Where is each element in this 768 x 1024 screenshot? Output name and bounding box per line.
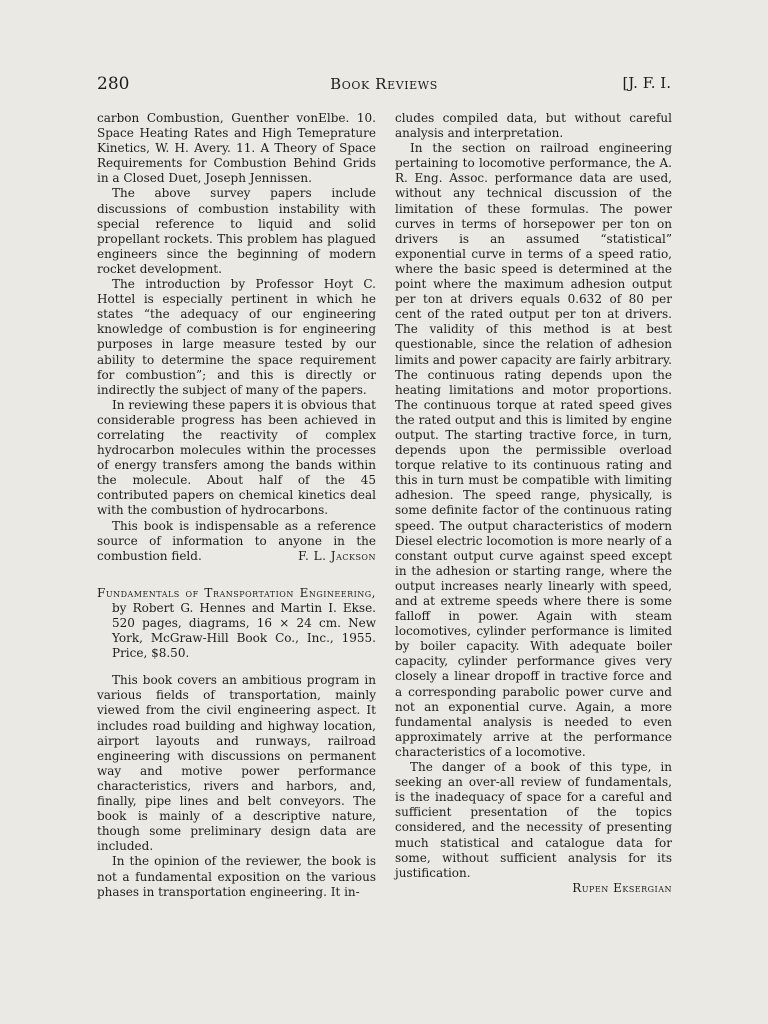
book-title: Fundamentals of Transportation Engineering, [97,585,376,600]
paragraph: This book covers an ambitious program in various fields of transportation, mainly viewed from the civil engineering aspect. It includes road building and highway location, airport layouts and runways, railroad engineering with discussions on permanent way and motive power performance characteristics, rivers and harbors, and, finally, pipe lines and belt conveyors. The book is mainly of a descriptive nature, though some preliminary design data are included. [97,673,376,854]
reviewer-signature: F. L. Jackson [298,548,376,563]
book-citation-heading [97,586,376,661]
paragraph: In the section on railroad engineering pertaining to locomotive performance, the A. R. Eng. Assoc. performance data are used, without any technical discussion of the limitation of these formulas. The power curves in terms of horsepower per ton on drivers is an assumed “statistical” exponential curve in terms of a speed ratio, where the basic speed is determined at the point where the maximum adhesion output per ton at drivers equals 0.632 of 80 per cent of the rated output per ton at drivers. The validity of this method is at best questionable, since the relation of adhesion limits and power capacity are fairly arbitrary. The continuous rating depends upon the heating limitations and motor proportions. The continuous torque at rated speed gives the rated output and this is limited by engine output. The starting tractive force, in turn, depends upon the permissible overload torque relative to its continuous rating and this in turn must be compatible with limiting adhesion. The speed range, physically, is some definite factor of the continuous rating speed. The output characteristics of modern Diesel electric locomotion is more nearly of a constant output curve against speed except in the adhesion or starting range, where the output increases nearly linearly with speed, and at extreme speeds where there is some falloff in power. Again with steam locomotives, cylinder performance is limited by boiler capacity. With adequate boiler capacity, cylinder performance gives very closely a linear dropoff in tractive force and a corresponding parabolic power curve and not an exponential curve. Again, a more fundamental analysis is needed to even approximately arrive at the performance characteristics of a locomotive. [395,141,672,759]
page-number: 280 [97,74,130,94]
paragraph: In the opinion of the reviewer, the book is not a fundamental exposition on the various phases in transportation engineering. It in- [97,854,376,899]
book-citation-details: by Robert G. Hennes and Martin I. Ekse. 520 pages, diagrams, 16 × 24 cm. New York, McGraw-Hill Book Co., Inc., 1955. Price, $8.50. [112,600,376,661]
right-column [395,111,672,896]
paragraph: The danger of a book of this type, in seeking an over-all review of fundamentals, is the inadequacy of space for a careful and sufficient presentation of the topics considered, and the necessity of presenting much statistical and catalogue data for some, without sufficient analysis for its justification. [395,760,672,880]
paragraph: The introduction by Professor Hoyt C. Hottel is especially pertinent in which he states “the adequacy of our engineering knowledge of combustion is for engineering purposes in large measure tested by our ability to determine the space requirement for combustion”; and this is directly or indirectly the subject of many of the papers. [97,277,376,397]
paragraph: In reviewing these papers it is obvious that considerable progress has been achieved in correlating the reactivity of complex hydrocarbon molecules within the processes of energy transfers among the bands within the molecule. About half of the 45 contributed papers on chemical kinetics deal with the combustion of hydrocarbons. [97,397,376,518]
page-header [97,74,671,96]
paragraph: cludes compiled data, but without careful analysis and interpretation. [395,111,672,141]
section-title: Book Reviews [330,75,438,93]
paragraph: carbon Combustion, Guenther vonElbe. 10. Space Heating Rates and High Temeprature Kinetics, W. H. Avery. 11. A Theory of Space Requirements for Combustion Behind Grids in a Closed Duet, Joseph Jennissen. [97,111,376,186]
reviewer-signature: Rupen Eksergian [572,880,672,895]
journal-mark: [J. F. I. [622,74,671,92]
paragraph: This book is indispensable as a reference source of information to anyone in the combustion field. [97,518,376,563]
paragraph: The above survey papers include discussions of combustion instability with special reference to liquid and solid propellant rockets. This problem has plagued engineers since the beginning of modern rocket development. [97,186,376,276]
left-column [97,111,376,900]
